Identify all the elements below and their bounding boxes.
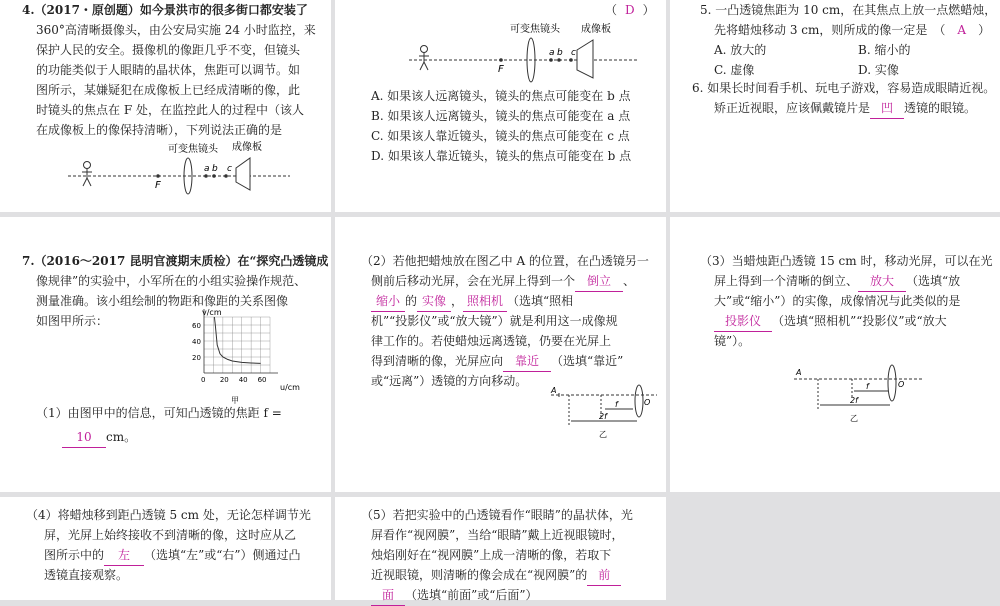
point-F: F xyxy=(155,180,161,191)
board-label: 成像板 xyxy=(232,142,262,153)
lens-label: 可变焦镜头 xyxy=(168,144,218,155)
q7-line-1: 7.（2016～2017 昆明官渡期末质检）在“探究凸透镜成 xyxy=(22,254,329,268)
q4-line-7: 在成像板上的像保持清晰），下列说法正确的是 xyxy=(36,123,283,137)
q4-option-b: B. 如果该人远离镜头，镜头的焦点可能变在 a 点 xyxy=(371,109,631,123)
q7-2-l3-mid: 的 xyxy=(405,294,418,308)
q7-4-line-2: 屏，光屏上始终接收不到清晰的像，这时应从乙 xyxy=(44,528,297,542)
q7-1-answer-line xyxy=(62,427,136,448)
q7-3-line-5: 镜”）。 xyxy=(714,334,751,348)
q7-1-answer: 10 xyxy=(62,427,106,448)
q7-4-l3-pre: 图所示中的 xyxy=(44,548,105,562)
q7-3-answer-2: 投影仪 xyxy=(714,311,772,332)
q7-5-answer-2: 面 xyxy=(371,585,405,606)
x-tick-label: 60 xyxy=(257,376,267,384)
q7-2-answer-4: 照相机 xyxy=(463,291,507,312)
q6-answer: 凹 xyxy=(870,98,904,119)
q6-post: 透镜的眼镜。 xyxy=(904,101,977,115)
q7-2-answer-1: 倒立 xyxy=(575,271,623,292)
q5-line-2-text: 先将蜡烛移动 3 cm，则所成的像一定是 xyxy=(714,23,928,37)
q7-2-line-1: （2）若他把蜡烛放在图乙中 A 的位置，在凸透镜另一 xyxy=(361,254,649,268)
fig-label-2f-2: 2f xyxy=(850,396,858,405)
q7-5-answer-1: 前 xyxy=(587,565,621,586)
q4-answer: D xyxy=(625,3,635,17)
q7-3-l2-pre: 屏上得到一个清晰的倒立、 xyxy=(714,274,859,288)
point-c: c xyxy=(227,164,232,174)
point-F-2: F xyxy=(498,64,504,75)
chart-caption: 甲 xyxy=(231,396,239,405)
q7-4-line-1: （4）将蜡烛移到距凸透镜 5 cm 处，无论怎样调节光 xyxy=(26,508,311,522)
y-tick-label: 40 xyxy=(192,338,201,346)
fig-label-f: f xyxy=(615,400,618,409)
q7-4-answer: 左 xyxy=(104,545,144,566)
q7-3-line-2 xyxy=(714,271,960,292)
q4-option-c: C. 如果该人靠近镜头，镜头的焦点可能变在 c 点 xyxy=(371,129,630,143)
y-tick-label: 60 xyxy=(192,322,201,330)
q7-2-line-2: 侧前后移动光屏，会在光屏上得到一个 倒立 、 xyxy=(371,271,635,292)
point-b: b xyxy=(212,164,218,174)
q5-option-c: C. 虚像 xyxy=(714,63,755,77)
panel-q7-stem xyxy=(0,217,331,492)
chart-xlabel: u/cm xyxy=(280,383,300,392)
q7-3-line-3: 大”或“缩小”）的实像，成像情况与此类似的是 xyxy=(714,294,961,308)
q7-1-unit: cm。 xyxy=(106,430,137,444)
q6-line-2 xyxy=(714,98,976,119)
point-b-2: b xyxy=(557,48,563,58)
q7-3-answer-1: 放大 xyxy=(858,271,906,292)
q7-2-l6-pre: 得到清晰的像，光屏应向 xyxy=(371,354,504,368)
q5-line-2: 先将蜡烛移动 3 cm，则所成的像一定是 （ A ） xyxy=(714,23,991,37)
q4-option-d: D. 如果该人靠近镜头，镜头的焦点可能变在 b 点 xyxy=(371,149,632,163)
x-tick-label: 40 xyxy=(238,376,248,384)
x-tick-label: 20 xyxy=(219,376,229,384)
point-a-2: a xyxy=(549,48,555,58)
q4-line-6: 时镜头的焦点在 F 处，在监控此人的过程中（该人 xyxy=(36,103,304,117)
q7-2-l6-post: （选填“靠近” xyxy=(551,354,624,368)
q7-4-line-3 xyxy=(44,545,301,566)
panel-q4-options xyxy=(335,0,666,212)
q7-2-answer-5: 靠近 xyxy=(503,351,551,372)
fig-caption: 乙 xyxy=(599,430,607,439)
point-c-2: c xyxy=(571,48,576,58)
q7-4-line-4: 透镜直接观察。 xyxy=(44,568,129,582)
figure-yi-2 xyxy=(788,357,928,433)
q7-5-line-1: （5）若把实验中的凸透镜看作“眼睛”的晶状体，光 xyxy=(361,508,633,522)
q7-3-l2-post: （选填“放 xyxy=(906,274,961,288)
q7-2-line-5: 律工作的。若使蜡烛远离透镜，仍要在光屏上 xyxy=(371,334,612,348)
q7-3-line-1: （3）当蜡烛距凸透镜 15 cm 时，移动光屏，可以在光 xyxy=(700,254,993,268)
q7-line-2: 像规律”的实验中，小军所在的小组实验操作规范、 xyxy=(36,274,307,288)
q4-answer-bracket: （ D ） xyxy=(605,3,655,17)
q4-line-2: 360°高清晰摄像头，由公安局实施 24 小时监控，来 xyxy=(36,23,316,37)
q4-line-4: 的功能类似于人眼睛的晶状体，焦距可以调节。如 xyxy=(36,63,301,77)
q7-2-answer-2: 缩小 xyxy=(371,291,405,312)
fig-label-O-2: O xyxy=(898,380,905,389)
q7-line-4: 如图甲所示： xyxy=(36,314,109,328)
panel-q7-3 xyxy=(670,217,1000,492)
fig-caption-2: 乙 xyxy=(850,414,858,423)
q7-2-line-7: 或“远离”）透镜的方向移动。 xyxy=(371,374,528,388)
panel-q7-2 xyxy=(335,217,666,492)
chart-ylabel: v/cm xyxy=(202,308,222,317)
q4-option-a: A. 如果该人远离镜头，镜头的焦点可能变在 b 点 xyxy=(371,89,631,103)
q5-option-a: A. 放大的 xyxy=(714,43,767,57)
q4-diagram-2 xyxy=(405,20,645,86)
figure-yi-1 xyxy=(545,383,663,449)
board-label-2: 成像板 xyxy=(581,24,611,35)
q7-2-l2-pre: 侧前后移动光屏，会在光屏上得到一个 xyxy=(371,274,576,288)
q5-answer: A xyxy=(957,23,967,37)
q4-line-3: 保护人民的安全。摄像机的像距几乎不变，但镜头 xyxy=(36,43,301,57)
q5-option-d: D. 实像 xyxy=(858,63,899,77)
q7-3-l4-post: （选填“照相机”“投影仪”或“放大 xyxy=(772,314,947,328)
q7-5-l4-pre: 近视眼镜，则清晰的像会成在“视网膜”的 xyxy=(371,568,588,582)
q7-5-line-2: 屏看作“视网膜”，当给“眼睛”戴上近视眼镜时， xyxy=(371,528,624,542)
q7-4-l3-post: （选填“左”或“右”）侧通过凸 xyxy=(144,548,301,562)
fig-label-O: O xyxy=(644,398,651,407)
panel-q4-stem xyxy=(0,0,331,212)
q7-2-l3-post: （选填“照相 xyxy=(507,294,574,308)
q4-line-5: 图所示，某嫌疑犯在成像板上已经成清晰的像，此 xyxy=(36,83,301,97)
q7-2-line-3: 缩小 的 实像 ， 照相机 （选填“照相 xyxy=(371,291,573,312)
lens-label-2: 可变焦镜头 xyxy=(510,24,560,35)
uv-chart xyxy=(180,305,310,405)
q5-option-b: B. 缩小的 xyxy=(858,43,911,57)
q6-line-1: 6. 如果长时间看手机、玩电子游戏，容易造成眼睛近视。 xyxy=(692,81,996,95)
q7-2-line-4: 机”“投影仪”或“放大镜”）就是利用这一成像规 xyxy=(371,314,618,328)
q6-pre: 矫正近视眼，应该佩戴镜片是 xyxy=(714,101,871,115)
q7-2-answer-3: 实像 xyxy=(417,291,451,312)
panel-q5-q6 xyxy=(670,0,1000,212)
fig-label-A-2: A xyxy=(796,368,802,377)
q7-5-line-3: 烛焰刚好在“视网膜”上成一清晰的像，若取下 xyxy=(371,548,612,562)
x-tick-label: 0 xyxy=(201,376,206,384)
fig-label-2f: 2f xyxy=(599,412,607,421)
fig-label-f-2: f xyxy=(866,382,869,391)
panel-q7-5 xyxy=(335,497,666,600)
uv-curve xyxy=(214,317,260,363)
q4-diagram xyxy=(60,138,300,200)
q7-5-line-4 xyxy=(371,565,621,586)
q7-5-l5-post: （选填“前面”或“后面”） xyxy=(405,588,538,602)
q7-3-line-4 xyxy=(714,311,947,332)
q7-5-line-5 xyxy=(371,585,538,606)
q7-1-line: （1）由图甲中的信息，可知凸透镜的焦距 f = xyxy=(36,406,282,420)
fig-label-A: A xyxy=(551,386,557,395)
panel-q7-4 xyxy=(0,497,331,600)
y-tick-label: 20 xyxy=(192,354,201,362)
q5-line-1: 5. 一凸透镜焦距为 10 cm，在其焦点上放一点燃蜡烛， xyxy=(700,3,997,17)
q7-2-line-6 xyxy=(371,351,623,372)
q7-line-3: 测量准确。该小组绘制的物距和像距的关系图像 xyxy=(36,294,289,308)
point-a: a xyxy=(204,164,210,174)
q4-line-1: 4.（2017・原创题）如今景洪市的很多街口都安装了 xyxy=(22,3,308,17)
